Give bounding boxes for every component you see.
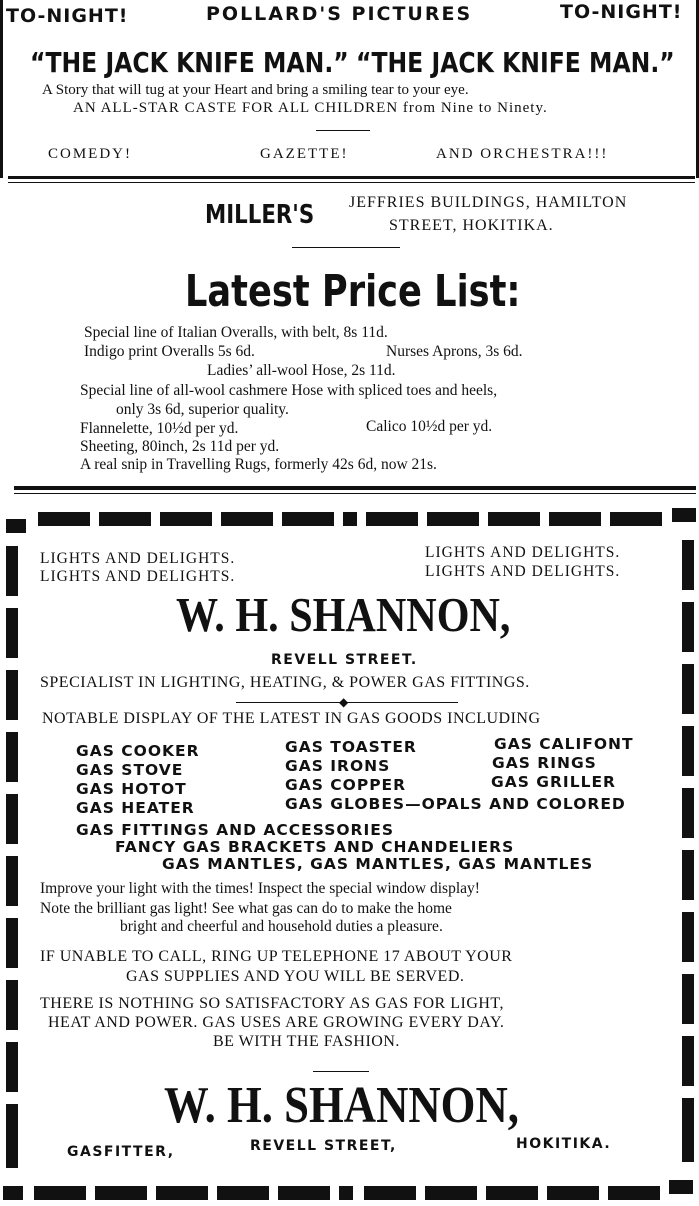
improve-line-2: Note the brilliant gas light! See what gas can do to make the home bbox=[40, 900, 452, 917]
improve-line-3: bright and cheerful and household duties a pleasure. bbox=[120, 918, 443, 935]
border-block bbox=[6, 794, 18, 844]
border-block bbox=[282, 512, 334, 526]
film-title-1: “THE JACK KNIFE MAN.” bbox=[30, 46, 349, 79]
gas-goods-item: GAS CALIFONT bbox=[494, 735, 634, 753]
orchestra-label: AND ORCHESTRA!!! bbox=[436, 146, 609, 162]
border-block bbox=[6, 670, 18, 720]
price-line-nurses-aprons: Nurses Aprons, 3s 6d. bbox=[386, 343, 523, 360]
border-block bbox=[549, 512, 601, 526]
gas-goods-item: GAS IRONS bbox=[285, 757, 391, 775]
notable-display-line: NOTABLE DISPLAY OF THE LATEST IN GAS GOODS INCLUDING bbox=[42, 710, 541, 727]
border-block bbox=[682, 1036, 694, 1086]
border-block bbox=[682, 850, 694, 900]
price-line-cashmere-price: only 3s 6d, superior quality. bbox=[116, 401, 289, 418]
border-block bbox=[3, 1186, 23, 1200]
caste-line: AN ALL-STAR CASTE FOR ALL CHILDREN from Nine to Ninety. bbox=[73, 100, 548, 116]
border-block bbox=[427, 512, 479, 526]
pictures-title: POLLARD'S PICTURES bbox=[206, 3, 473, 25]
millers-address-1: JEFFRIES BUILDINGS, HAMILTON bbox=[349, 194, 628, 211]
price-line-italian-overalls: Special line of Italian Overalls, with belt, 8s 11d. bbox=[84, 324, 388, 341]
border-block bbox=[682, 664, 694, 714]
border-block bbox=[160, 512, 212, 526]
millers-name: MILLER'S bbox=[205, 200, 315, 230]
border-block bbox=[682, 788, 694, 838]
nothing-so-satisfactory-line-3: BE WITH THE FASHION. bbox=[213, 1033, 400, 1050]
gas-goods-item: GAS TOASTER bbox=[285, 738, 417, 756]
gas-goods-item: GAS GRILLER bbox=[491, 773, 616, 791]
border-block bbox=[486, 1186, 538, 1200]
unable-to-call-line-1: IF UNABLE TO CALL, RING UP TELEPHONE 17 ABOUT YOUR bbox=[40, 948, 513, 965]
gas-mantles-line: GAS MANTLES, GAS MANTLES, GAS MANTLES bbox=[162, 855, 594, 873]
lights-and-delights-2: LIGHTS AND DELIGHTS. bbox=[40, 568, 236, 585]
border-block bbox=[6, 918, 18, 968]
border-block bbox=[6, 546, 18, 596]
border-block bbox=[6, 980, 18, 1030]
gas-goods-item: GAS RINGS bbox=[492, 754, 597, 772]
lights-and-delights-1: LIGHTS AND DELIGHTS. bbox=[40, 550, 236, 567]
left-border-line bbox=[0, 0, 3, 178]
gas-goods-item: GAS HOTOT bbox=[76, 780, 187, 798]
nothing-so-satisfactory-line-2: HEAT AND POWER. GAS USES ARE GROWING EVERY DAY. bbox=[48, 1014, 505, 1031]
film-title-2: “THE JACK KNIFE MAN.” bbox=[356, 46, 675, 79]
gas-goods-item: GAS HEATER bbox=[76, 799, 195, 817]
shannon-street: REVELL STREET. bbox=[271, 652, 418, 668]
gas-goods-item: GAS COOKER bbox=[76, 742, 200, 760]
border-block bbox=[217, 1186, 269, 1200]
tonight-right: TO-NIGHT! bbox=[560, 1, 683, 23]
border-block bbox=[488, 512, 540, 526]
border-block bbox=[682, 974, 694, 1024]
border-block bbox=[608, 1186, 660, 1200]
border-block bbox=[343, 512, 357, 526]
border-block bbox=[339, 1186, 353, 1200]
border-block bbox=[6, 1104, 18, 1168]
border-block bbox=[364, 1186, 416, 1200]
border-block bbox=[95, 1186, 147, 1200]
millers-address-2: STREET, HOKITIKA. bbox=[389, 217, 554, 234]
gas-brackets-line: FANCY GAS BRACKETS AND CHANDELIERS bbox=[115, 838, 515, 856]
specialist-line: SPECIALIST IN LIGHTING, HEATING, & POWER GAS FITTINGS. bbox=[40, 674, 530, 691]
border-block bbox=[366, 512, 418, 526]
border-block bbox=[99, 512, 151, 526]
footer-gasfitter: GASFITTER, bbox=[67, 1144, 175, 1160]
improve-line-1: Improve your light with the times! Inspect the special window display! bbox=[40, 880, 480, 897]
price-list-heading: Latest Price List: bbox=[185, 266, 521, 317]
unable-to-call-line-2: GAS SUPPLIES AND YOU WILL BE SERVED. bbox=[126, 968, 465, 985]
section-rule-2b bbox=[14, 493, 696, 494]
border-block bbox=[547, 1186, 599, 1200]
border-block bbox=[682, 540, 694, 590]
price-line-travelling-rugs: A real snip in Travelling Rugs, formerly 42s 6d, now 21s. bbox=[80, 456, 437, 473]
gazette-label: GAZETTE! bbox=[260, 146, 349, 162]
border-block bbox=[6, 856, 18, 906]
gas-goods-item: GAS COPPER bbox=[285, 776, 407, 794]
border-block bbox=[669, 1180, 693, 1194]
border-block bbox=[672, 508, 696, 522]
gas-goods-item: GAS STOVE bbox=[76, 761, 184, 779]
comedy-label: COMEDY! bbox=[48, 146, 132, 162]
divider-ornament-icon: ◆ bbox=[339, 695, 349, 709]
border-block bbox=[682, 602, 694, 652]
price-line-indigo-overalls: Indigo print Overalls 5s 6d. bbox=[84, 343, 255, 360]
footer-town: HOKITIKA. bbox=[516, 1136, 612, 1152]
border-block bbox=[34, 1186, 86, 1200]
shannon-name-footer: W. H. SHANNON, bbox=[164, 1077, 519, 1134]
border-block bbox=[610, 512, 662, 526]
price-line-cashmere-hose: Special line of all-wool cashmere Hose with spliced toes and heels, bbox=[80, 382, 498, 399]
price-line-calico: Calico 10½d per yd. bbox=[366, 418, 493, 435]
border-block bbox=[38, 512, 90, 526]
closing-divider bbox=[313, 1071, 369, 1072]
border-block bbox=[6, 519, 26, 533]
section-rule-2a bbox=[14, 486, 696, 490]
gas-goods-item: GAS GLOBES—OPALS AND COLORED bbox=[285, 795, 626, 813]
lights-and-delights-3: LIGHTS AND DELIGHTS. bbox=[425, 544, 621, 561]
price-line-flannelette: Flannelette, 10½d per yd. bbox=[80, 420, 239, 437]
footer-street: REVELL STREET, bbox=[250, 1138, 397, 1154]
millers-divider bbox=[292, 247, 400, 248]
price-line-sheeting: Sheeting, 80inch, 2s 11d per yd. bbox=[80, 438, 280, 455]
border-block bbox=[6, 608, 18, 658]
short-divider bbox=[316, 130, 370, 131]
section-rule-1b bbox=[8, 182, 695, 183]
border-block bbox=[682, 1098, 694, 1162]
border-block bbox=[156, 1186, 208, 1200]
border-block bbox=[278, 1186, 330, 1200]
nothing-so-satisfactory-line-1: THERE IS NOTHING SO SATISFACTORY AS GAS FOR LIGHT, bbox=[40, 995, 505, 1012]
tonight-left: TO-NIGHT! bbox=[6, 5, 129, 27]
border-block bbox=[682, 726, 694, 776]
border-block bbox=[682, 912, 694, 962]
border-block bbox=[221, 512, 273, 526]
section-rule-1a bbox=[8, 176, 695, 179]
gas-fittings-line: GAS FITTINGS AND ACCESSORIES bbox=[76, 821, 394, 839]
price-line-ladies-hose: Ladies’ all-wool Hose, 2s 11d. bbox=[207, 362, 396, 379]
shannon-name: W. H. SHANNON, bbox=[176, 587, 511, 642]
border-block bbox=[6, 732, 18, 782]
border-block bbox=[6, 1042, 18, 1092]
story-line: A Story that will tug at your Heart and bring a smiling tear to your eye. bbox=[42, 82, 469, 98]
lights-and-delights-4: LIGHTS AND DELIGHTS. bbox=[425, 563, 621, 580]
border-block bbox=[425, 1186, 477, 1200]
